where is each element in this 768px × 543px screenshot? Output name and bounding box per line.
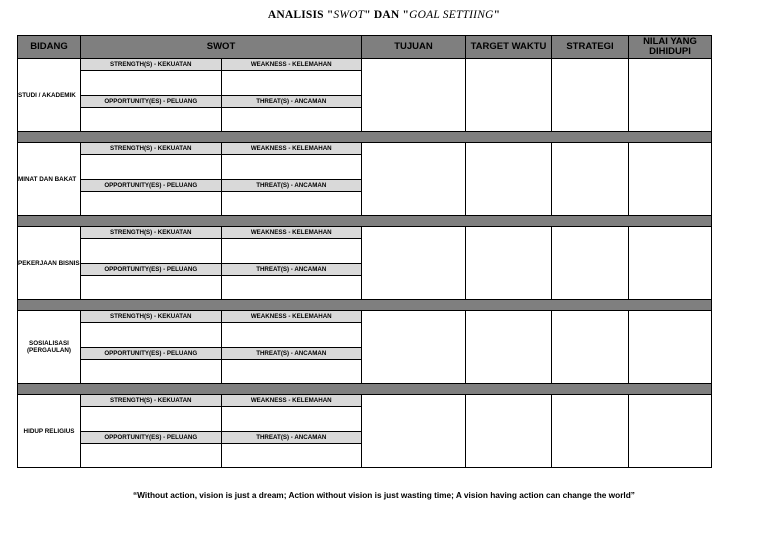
nilai-cell[interactable]	[629, 227, 712, 300]
tujuan-cell[interactable]	[362, 59, 466, 132]
opportunity-label: OPPORTUNITY(ES) - PELUANG	[81, 179, 221, 192]
threat-label: THREAT(S) - ANCAMAN	[222, 431, 362, 444]
nilai-cell[interactable]	[629, 143, 712, 216]
target-waktu-cell[interactable]	[466, 227, 552, 300]
threat-label: THREAT(S) - ANCAMAN	[222, 347, 362, 360]
weakness-label: WEAKNESS - KELEMAHAN	[222, 143, 362, 155]
opportunity-field[interactable]	[81, 444, 221, 468]
weakness-label: WEAKNESS - KELEMAHAN	[222, 59, 362, 71]
bidang-cell: SOSIALISASI (PERGAULAN)	[18, 311, 81, 384]
separator-row	[18, 384, 712, 395]
opportunity-field[interactable]	[81, 360, 221, 384]
weakness-field[interactable]	[222, 407, 362, 431]
strength-label: STRENGTH(S) - KEKUATAN	[81, 227, 221, 239]
strength-label: STRENGTH(S) - KEKUATAN	[81, 59, 221, 71]
weakness-field[interactable]	[222, 239, 362, 263]
threat-field[interactable]	[222, 276, 362, 300]
page-title	[0, 9, 768, 21]
title-prefix: ANALISIS "	[267, 9, 334, 21]
strength-label: STRENGTH(S) - KEKUATAN	[81, 143, 221, 155]
weakness-field[interactable]	[222, 155, 362, 179]
header-bidang: BIDANG	[18, 36, 81, 59]
strength-label: STRENGTH(S) - KEKUATAN	[81, 395, 221, 407]
header-target-waktu: TARGET WAKTU	[466, 36, 552, 59]
threat-field[interactable]	[222, 108, 362, 132]
strength-field[interactable]	[81, 239, 221, 263]
threat-label: THREAT(S) - ANCAMAN	[222, 95, 362, 108]
opportunity-field[interactable]	[81, 276, 221, 300]
threat-label: THREAT(S) - ANCAMAN	[222, 179, 362, 192]
table-row	[18, 143, 712, 216]
opportunity-label: OPPORTUNITY(ES) - PELUANG	[81, 431, 221, 444]
table-row	[18, 227, 712, 300]
bidang-cell: MINAT DAN BAKAT	[18, 143, 81, 216]
swot-cell	[81, 395, 362, 468]
table-row	[18, 59, 712, 132]
threat-field[interactable]	[222, 444, 362, 468]
header-strategi: STRATEGI	[552, 36, 629, 59]
swot-cell	[81, 143, 362, 216]
target-waktu-cell[interactable]	[466, 59, 552, 132]
title-swot: SWOT	[333, 9, 365, 21]
target-waktu-cell[interactable]	[466, 395, 552, 468]
strategi-cell[interactable]	[552, 227, 629, 300]
strategi-cell[interactable]	[552, 143, 629, 216]
weakness-label: WEAKNESS - KELEMAHAN	[222, 311, 362, 323]
tujuan-cell[interactable]	[362, 311, 466, 384]
strength-field[interactable]	[81, 71, 221, 95]
footer-quote: “Without action, vision is just a dream; Action without vision is just wasting time; A vision having action can change the world”	[133, 490, 635, 500]
title-goal: GOAL SETTIING	[409, 9, 494, 21]
opportunity-field[interactable]	[81, 108, 221, 132]
nilai-cell[interactable]	[629, 395, 712, 468]
swot-cell	[81, 227, 362, 300]
strength-label: STRENGTH(S) - KEKUATAN	[81, 311, 221, 323]
bidang-cell: HIDUP RELIGIUS	[18, 395, 81, 468]
separator-row	[18, 132, 712, 143]
separator-row	[18, 300, 712, 311]
strength-field[interactable]	[81, 407, 221, 431]
title-mid: " DAN "	[364, 9, 410, 21]
swot-cell	[81, 311, 362, 384]
title-suffix: "	[493, 9, 501, 21]
table-row	[18, 395, 712, 468]
weakness-field[interactable]	[222, 71, 362, 95]
strategi-cell[interactable]	[552, 59, 629, 132]
header-nilai: NILAI YANG DIHIDUPI	[629, 36, 712, 59]
weakness-label: WEAKNESS - KELEMAHAN	[222, 395, 362, 407]
threat-label: THREAT(S) - ANCAMAN	[222, 263, 362, 276]
target-waktu-cell[interactable]	[466, 143, 552, 216]
strategi-cell[interactable]	[552, 395, 629, 468]
header-swot: SWOT	[81, 36, 362, 59]
target-waktu-cell[interactable]	[466, 311, 552, 384]
strength-field[interactable]	[81, 155, 221, 179]
tujuan-cell[interactable]	[362, 395, 466, 468]
swot-cell	[81, 59, 362, 132]
separator-row	[18, 216, 712, 227]
threat-field[interactable]	[222, 360, 362, 384]
bidang-cell: STUDI / AKADEMIK	[18, 59, 81, 132]
tujuan-cell[interactable]	[362, 143, 466, 216]
opportunity-label: OPPORTUNITY(ES) - PELUANG	[81, 95, 221, 108]
nilai-cell[interactable]	[629, 311, 712, 384]
opportunity-label: OPPORTUNITY(ES) - PELUANG	[81, 347, 221, 360]
strategi-cell[interactable]	[552, 311, 629, 384]
nilai-cell[interactable]	[629, 59, 712, 132]
strength-field[interactable]	[81, 323, 221, 347]
bidang-cell: PEKERJAAN BISNIS	[18, 227, 81, 300]
weakness-field[interactable]	[222, 323, 362, 347]
weakness-label: WEAKNESS - KELEMAHAN	[222, 227, 362, 239]
swot-table	[17, 35, 712, 468]
tujuan-cell[interactable]	[362, 227, 466, 300]
opportunity-label: OPPORTUNITY(ES) - PELUANG	[81, 263, 221, 276]
opportunity-field[interactable]	[81, 192, 221, 216]
threat-field[interactable]	[222, 192, 362, 216]
header-tujuan: TUJUAN	[362, 36, 466, 59]
header-row	[18, 36, 712, 59]
table-row	[18, 311, 712, 384]
